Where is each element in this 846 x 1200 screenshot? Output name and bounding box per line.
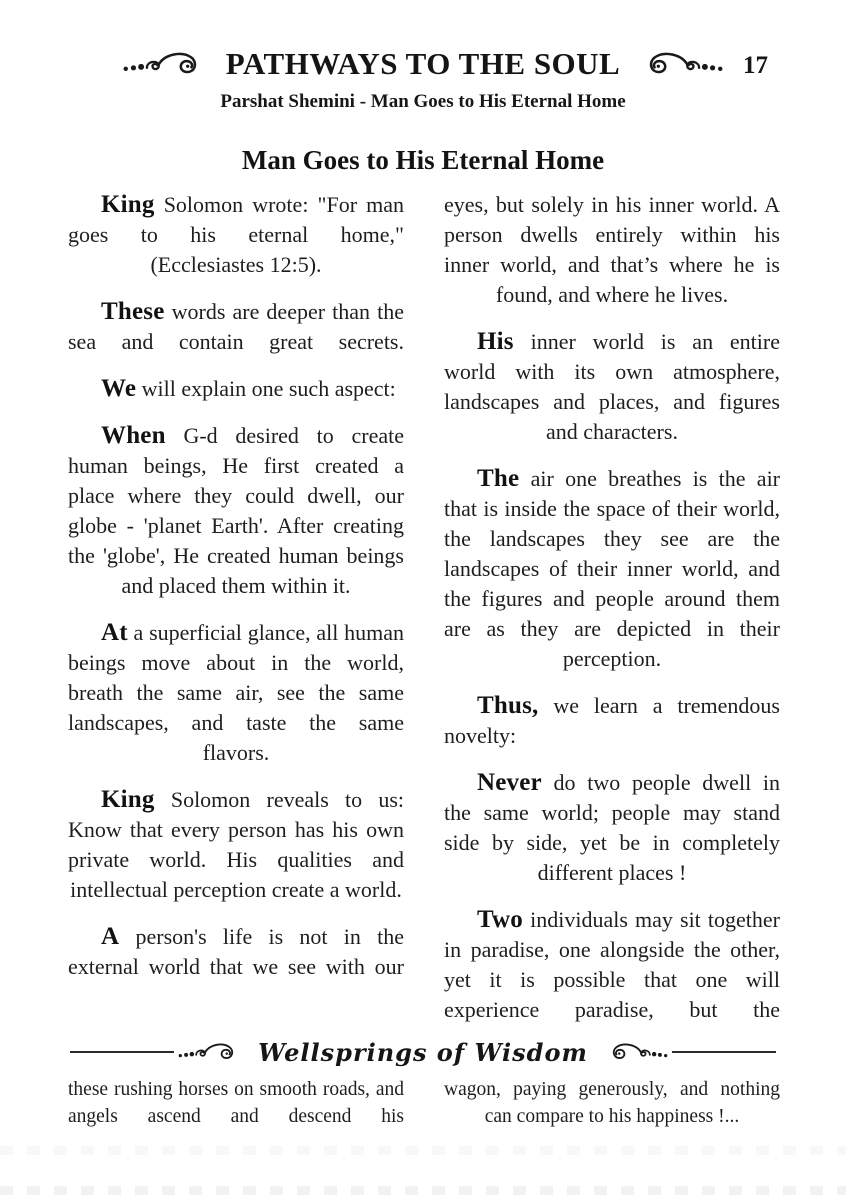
scan-artifact-strip (0, 1146, 846, 1155)
footer-section (0, 1034, 846, 1130)
footer-divider (0, 1034, 846, 1070)
paragraph: His inner world is an entire world with its own atmosphere, landscapes and places, and figures and characters. (444, 328, 780, 444)
paragraph: wagon, paying generously, and nothing can compare to his happiness !... (444, 1079, 780, 1127)
paragraph: Two individuals may sit together in paradise, one alongside the other, yet it is possible that one will experience paradise, but the (444, 906, 780, 1022)
paragraph: eyes, but solely in his inner world. A person dwells entirely within his inner world, and that’s where he is found, and where he lives. (444, 192, 780, 307)
paragraph-lead-word: King (101, 786, 155, 813)
footer-left-column (68, 1076, 404, 1130)
footer-series-title: Wellsprings of Wisdom (258, 1037, 588, 1067)
paragraph: King Solomon wrote: "For man goes to his eternal home," (Ecclesiastes 12:5). (68, 191, 404, 277)
paragraph: When G-d desired to create human beings, He first created a place where they could dwell, our globe - 'planet Earth'. After creating the 'globe', He created human beings and placed them within it. (68, 422, 404, 598)
footer-right-column (444, 1076, 780, 1130)
paragraph: Thus, we learn a tremendous novelty: (444, 692, 780, 748)
divider-line-right (672, 1051, 776, 1053)
scroll-flourish-left-icon (120, 48, 216, 80)
paragraph-lead-word: Thus, (477, 692, 539, 719)
scroll-flourish-right-icon (598, 1039, 670, 1065)
book-title: PATHWAYS TO THE SOUL (225, 46, 621, 81)
paragraph: these rushing horses on smooth roads, and angels ascend and descend his (68, 1079, 404, 1127)
paragraph-lead-word: The (477, 465, 520, 492)
left-column (68, 190, 404, 1042)
paragraph-lead-word: Two (477, 906, 523, 933)
paragraph-lead-word: We (101, 375, 137, 402)
article-title: Man Goes to His Eternal Home (241, 145, 605, 175)
masthead (0, 0, 846, 113)
paragraph: At a superficial glance, all human beings move about in the world, breath the same air, see the same landscapes, and taste the same flavors. (68, 619, 404, 765)
paragraph: King Solomon reveals to us: Know that every person has his own private world. His qualities and intellectual perception create a world. (68, 786, 405, 902)
paragraph-lead-word: A (101, 923, 120, 950)
paragraph: These words are deeper than the sea and contain great secrets. (68, 298, 405, 354)
scan-artifact-strip (0, 1186, 846, 1195)
footer-columns (0, 1070, 846, 1130)
divider-line-left (70, 1051, 174, 1053)
masthead-subtitle: Parshat Shemini - Man Goes to His Eternal Home (220, 91, 626, 112)
page-number: 17 (743, 52, 768, 79)
paragraph-lead-word: At (101, 619, 128, 646)
scroll-flourish-left-icon (176, 1039, 248, 1065)
paragraph: A person's life is not in the external world that we see with our (68, 923, 404, 979)
paragraph-lead-word: These (101, 298, 165, 325)
scroll-flourish-right-icon (630, 48, 726, 80)
paragraph-lead-word: King (101, 191, 155, 218)
paragraph: The air one breathes is the air that is inside the space of their world, the landscapes they see are the landscapes of their inner world, and the figures and people around them are as they are depicted in their perception. (444, 465, 781, 671)
paragraph-lead-word: Never (477, 769, 542, 796)
paragraph: We will explain one such aspect: (101, 375, 396, 402)
paragraph-lead-word: When (101, 422, 166, 449)
body-columns (0, 176, 846, 1042)
right-column (444, 190, 780, 1042)
paragraph: Never do two people dwell in the same world; people may stand side by side, yet be in completely different places ! (444, 769, 780, 885)
masthead-row (73, 46, 773, 82)
paragraph-lead-word: His (477, 328, 514, 355)
